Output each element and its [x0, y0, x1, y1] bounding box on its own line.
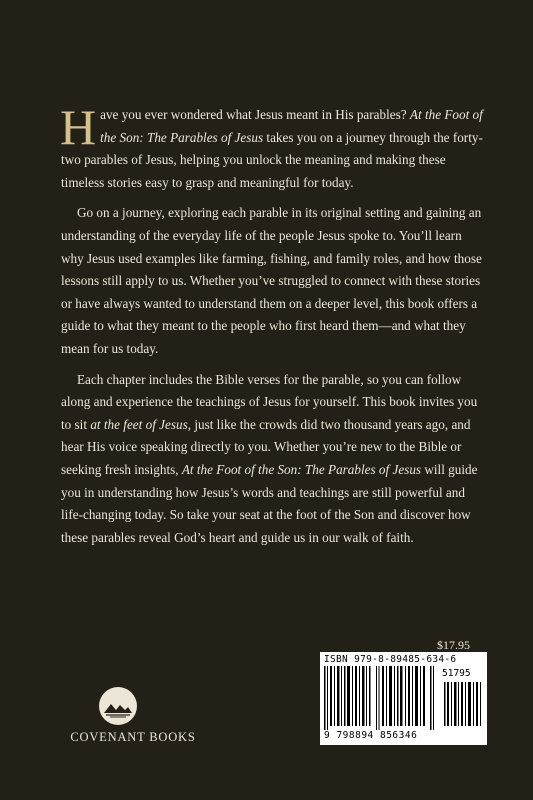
- drop-cap: H: [60, 99, 97, 155]
- blurb-p1-text-end: takes you on a journey through the forty-two parables of Jesus, helping you unlock the meaning and making these timeless stories easy to grasp and meaningful for today.: [61, 129, 483, 190]
- blurb-p3-text: Each chapter includes the Bible verses for the parable, so you can follow along and experience the teachings of Jesus for yourself. This book invites you to sit: [61, 371, 478, 432]
- isbn-text: ISBN 979-8-89485-634-6: [324, 654, 457, 665]
- blurb-paragraph-1: [60, 99, 483, 194]
- blurb-p1-text: ave you ever wondered what Jesus meant in His parables?: [100, 107, 410, 122]
- feet-of-jesus-italic: at the feet of Jesus: [90, 416, 188, 432]
- barcode-icon: [324, 666, 436, 730]
- blurb-paragraph-2: Go on a journey, exploring each parable in its original setting and gaining an understanding of the everyday life of the people Jesus spoke to. You’ll learn why Jesus used examples like farming, fishing, and family roles, and how those lessons still apply to us. Whether you’ve struggled to connect with these stories or have always wanted to understand them on a deeper level, this book offers a guide to what they meant to the people who first heard them—and what they mean for us today.: [61, 205, 482, 356]
- blurb-text: [60, 99, 483, 557]
- isbn-barcode: [320, 652, 487, 745]
- book-title-italic-2: At the Foot of the Son: The Parables of Jesus: [181, 461, 422, 477]
- blurb-p3-text-end: will guide you in understanding how Jesus’s words and teachings are still powerful and life-changing today. So take your seat at the foot of the Son and discover how these parables reveal God’s heart and guide us in our walk of faith.: [61, 461, 478, 545]
- mountain-sun-logo-icon: [98, 686, 138, 731]
- price-code: 51795: [442, 668, 471, 679]
- price-barcode-icon: [444, 682, 482, 726]
- publisher-name: COVENANT BOOKS: [70, 730, 196, 744]
- blurb-p3-text-mid: , just like the crowds did two thousand years ago, and hear His voice speaking directly to you. Whether you’re new to the Bible or seeking fresh insights,: [61, 416, 471, 477]
- blurb-paragraph-3: [61, 369, 483, 550]
- book-title-italic: At the Foot of the Son: The Parables of Jesus: [100, 107, 483, 145]
- price-label: $17.95: [437, 638, 470, 652]
- barcode-number: 9 798894 856346: [324, 730, 418, 741]
